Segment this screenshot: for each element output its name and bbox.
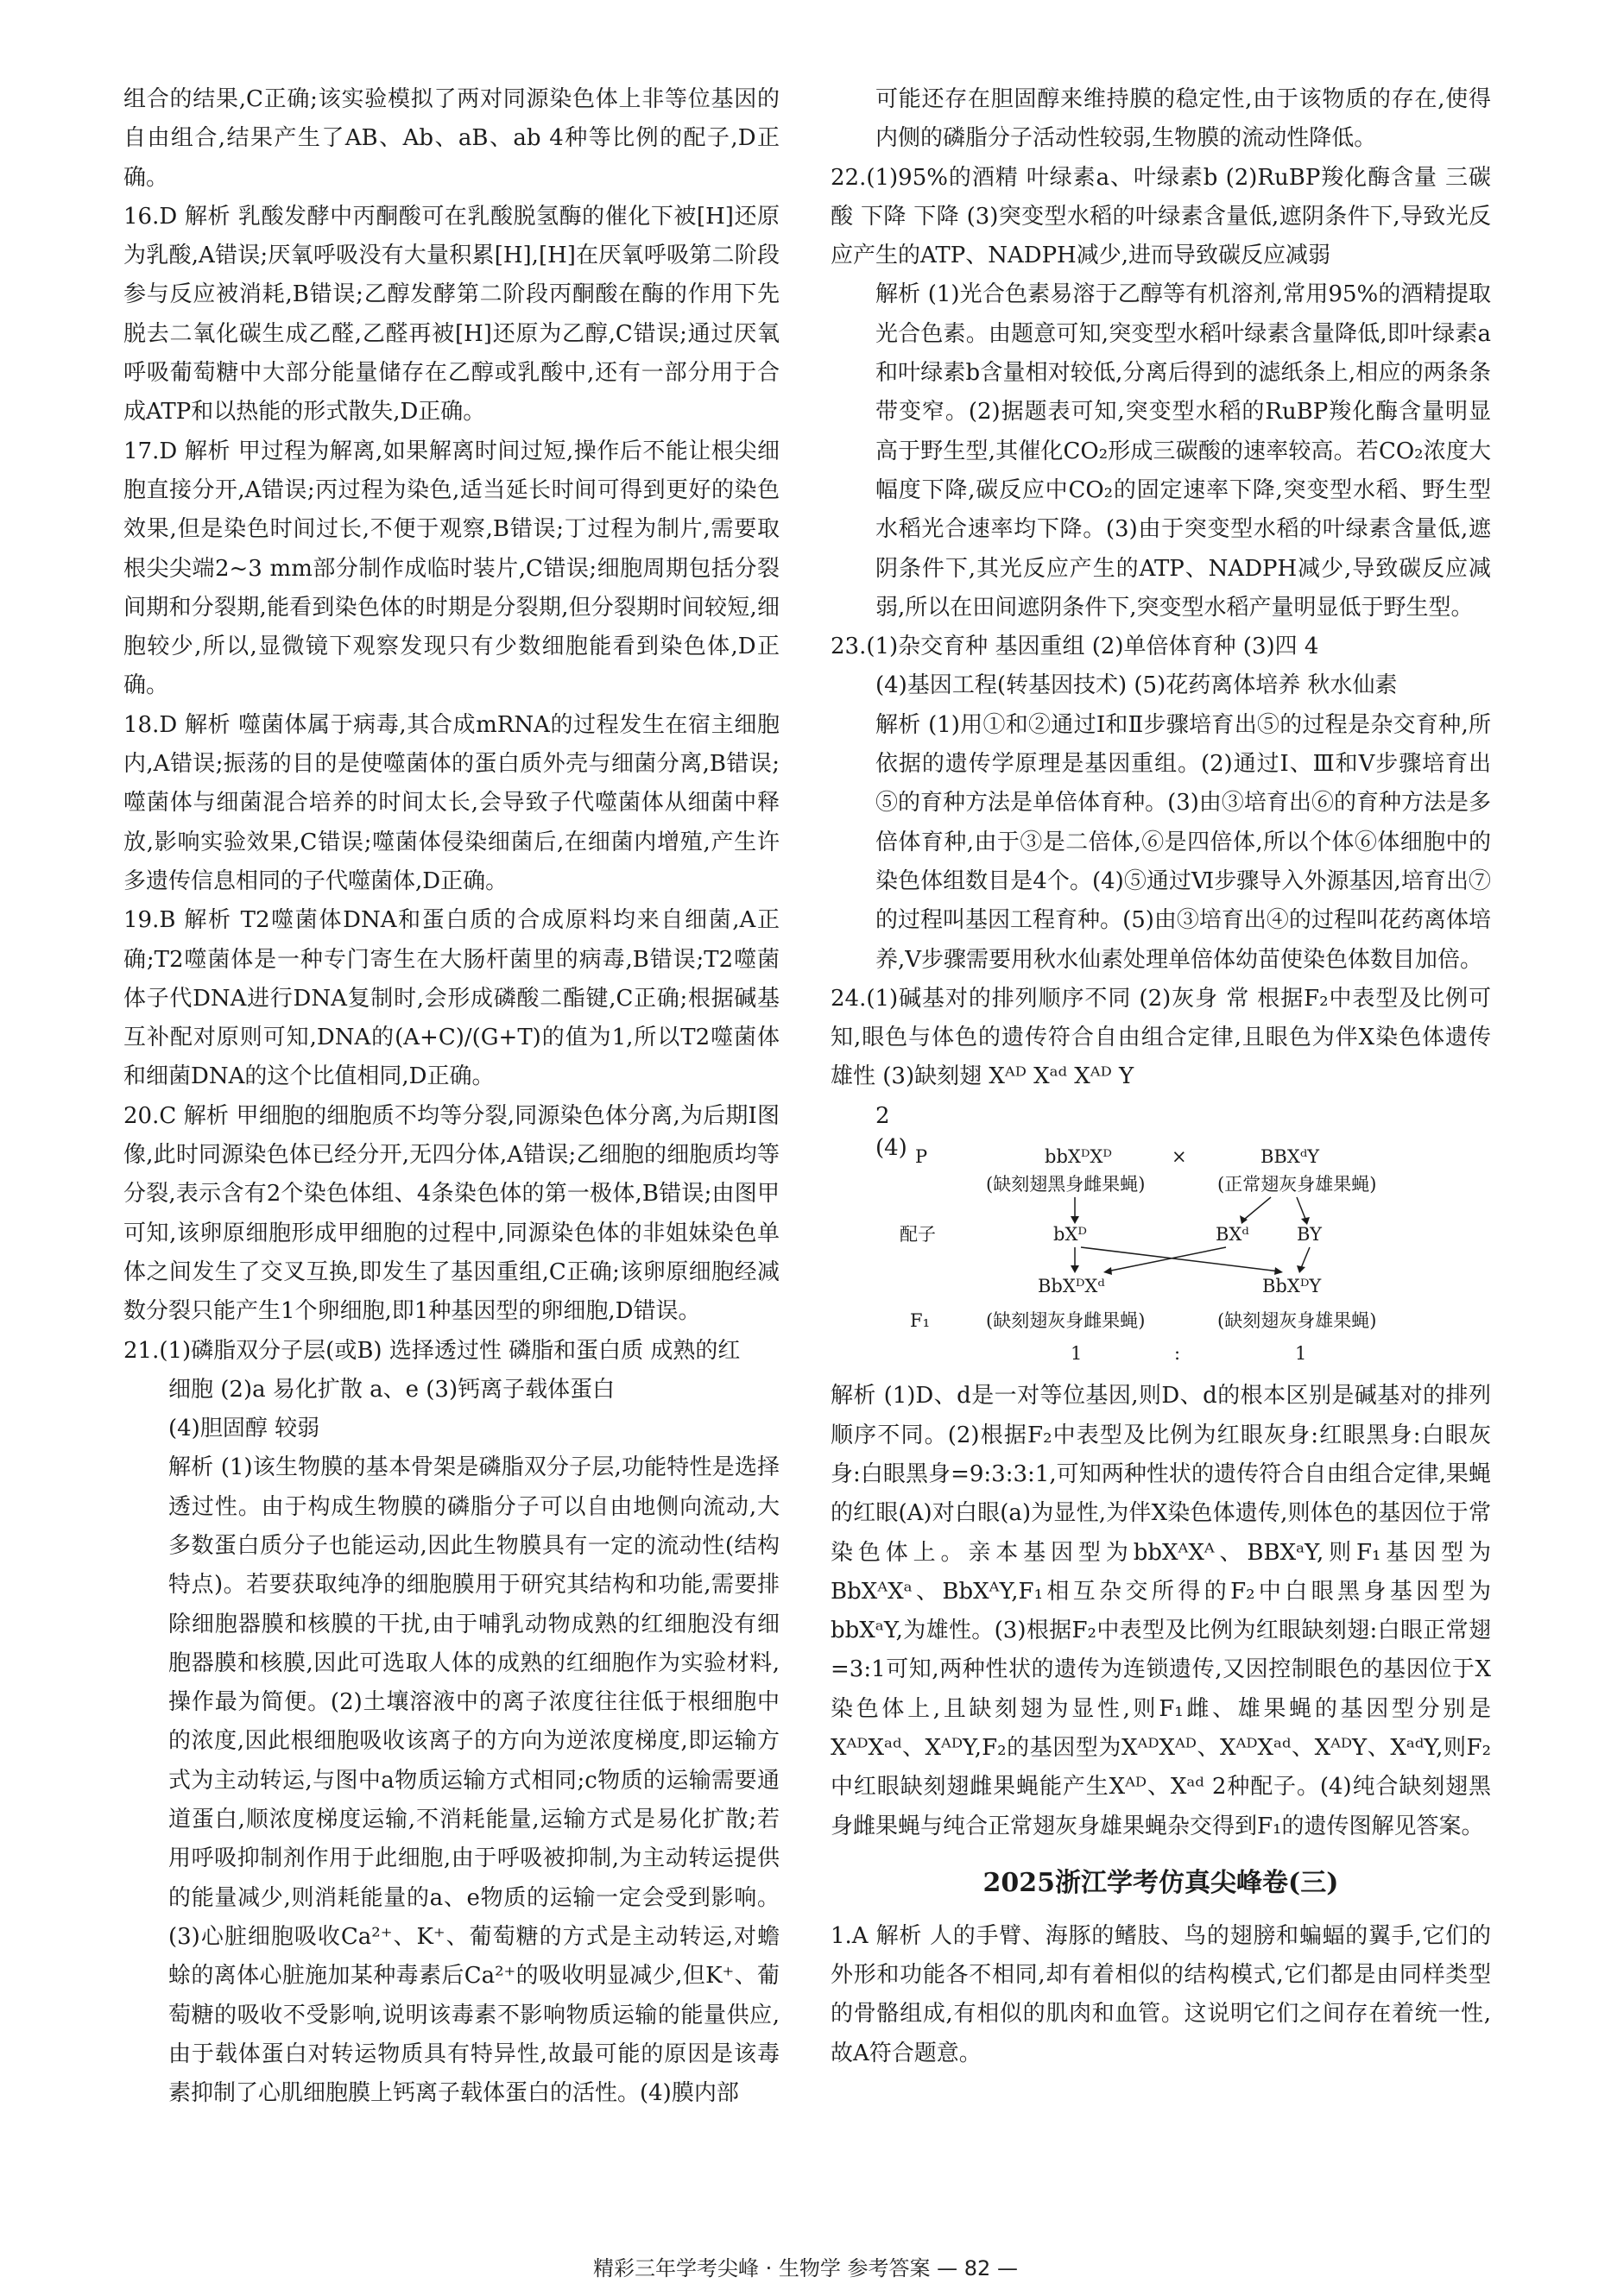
cross-diagram	[831, 1137, 1491, 1377]
answer-24: 24.(1)碱基对的排列顺序不同 (2)灰身 常 根据F₂中表型及比例可知,眼色与体色的遗传符合自由组合定律,且眼色为伴X染色体遗传 雄性 (3)缺刻翅 Xᴬᴰ Xᵃᵈ Xᴬᴰ Y	[831, 985, 1491, 1090]
arrow-head	[1240, 1215, 1248, 1224]
arrow-head	[1071, 1265, 1079, 1273]
explanation-21-continuation: 可能还存在胆固醇来维持膜的稳定性,由于该物质的存在,使得内侧的磷脂分子活动性较弱,生物膜的流动性降低。	[875, 86, 1491, 152]
answer-20: 20.C 解析 甲细胞的细胞质不均等分裂,同源染色体分离,为后期Ⅰ图像,此时同源染色体已经分开,无四分体,A错误;乙细胞的细胞质均等分裂,表示含有2个染色体组、4条染色体的第一极体,B错误;由图甲可知,该卵原细胞形成甲细胞的过程中,同源染色体的非姐妹染色单体之间发生了交叉互换,即发生了基因重组,C正确;该卵原细胞经减数分裂只能产生1个卵细胞,即1种基因型的卵细胞,D错误。	[123, 1102, 780, 1325]
answer-18: 18.D 解析 噬菌体属于病毒,其合成mRNA的过程发生在宿主细胞内,A错误;振荡的目的是使噬菌体的蛋白质外壳与细菌分离,B错误;噬菌体与细菌混合培养的时间太长,会导致子代噬菌体从细菌中释放,影响实验效果,C错误;噬菌体侵染细菌后,在细菌内增殖,产生许多遗传信息相同的子代噬菌体,D正确。	[123, 711, 780, 894]
cross-diagram-svg	[831, 1137, 1491, 1377]
arrow-head	[1071, 1216, 1079, 1224]
f1-male-genotype: BbXᴰY	[1262, 1276, 1322, 1297]
gamete-3: BY	[1297, 1224, 1322, 1246]
right-column	[831, 80, 1491, 2073]
f1-label: F₁	[910, 1310, 930, 1332]
p-label: P	[915, 1146, 928, 1168]
answer-1: 1.A 解析 人的手臂、海豚的鳍肢、鸟的翅膀和蝙蝠的翼手,它们的外形和功能各不相同,却有着相似的结构模式,它们都是由同样类型的骨骼组成,有相似的肌肉和血管。这说明它们之间存在着统一性,故A符合题意。	[831, 1922, 1491, 2066]
answer-19: 19.B 解析 T2噬菌体DNA和蛋白质的合成原料均来自细菌,A正确;T2噬菌体是一种专门寄生在大肠杆菌里的病毒,B错误;T2噬菌体子代DNA进行DNA复制时,会形成磷酸二酯键,C正确;根据碱基互补配对原则可知,DNA的(A+C)/(G+T)的值为1,所以T2噬菌体和细菌DNA的这个比值相同,D正确。	[123, 907, 780, 1090]
answer-16: 16.D 解析 乳酸发酵中丙酮酸可在乳酸脱氢酶的催化下被[H]还原为乳酸,A错误;厌氧呼吸没有大量积累[H],[H]在厌氧呼吸第二阶段参与反应被消耗,B错误;乙醇发酵第二阶段丙酮酸在酶的作用下先脱去二氧化碳生成乙醛,乙醛再被[H]还原为乙醇,C错误;通过厌氧呼吸葡萄糖中大部分能量储存在乙醇或乳酸中,还有一部分用于合成ATP和以热能的形式散失,D正确。	[123, 203, 780, 426]
answer-17: 17.D 解析 甲过程为解离,如果解离时间过短,操作后不能让根尖细胞直接分开,A错误;丙过程为染色,适当延长时间可得到更好的染色效果,但是染色时间过长,不便于观察,B错误;丁过程为制片,需要取根尖尖端2~3 mm部分制作成临时装片,C错误;细胞周期包括分裂间期和分裂期,能看到染色体的时期是分裂期,但分裂期时间较短,细胞较少,所以,显微镜下观察发现只有少数细胞能看到染色体,D正确。	[123, 438, 780, 699]
gamete-1: bXᴰ	[1053, 1224, 1087, 1246]
ratio-colon: :	[1174, 1343, 1181, 1365]
f1-female-phenotype: (缺刻翅灰身雌果蝇)	[986, 1310, 1146, 1332]
answer-24-part4-label: (4)	[875, 1135, 907, 1162]
answer-21-line3: (4)胆固醇 较弱	[168, 1416, 320, 1442]
gamete-2: BXᵈ	[1216, 1224, 1249, 1246]
answer-21-line1: 21.(1)磷脂双分子层(或B) 选择透过性 磷脂和蛋白质 成熟的红	[123, 1337, 741, 1364]
explanation-22: 解析 (1)光合色素易溶于乙醇等有机溶剂,常用95%的酒精提取光合色素。由题意可知,突变型水稻叶绿素含量降低,即叶绿素a和叶绿素b含量相对较低,分离后得到的滤纸条上,相应的两条条带变窄。(2)据题表可知,突变型水稻的RuBP羧化酶含量明显高于野生型,其催化CO₂形成三碳酸的速率较高。若CO₂浓度大幅度下降,碳反应中CO₂的固定速率下降,突变型水稻、野生型水稻光合速率均下降。(3)由于突变型水稻的叶绿素含量低,遮阴条件下,其光反应产生的ATP、NADPH减少,导致碳反应减弱,所以在田间遮阴条件下,突变型水稻产量明显低于野生型。	[875, 281, 1491, 621]
arrow-head	[1103, 1267, 1112, 1275]
cross-symbol: ×	[1172, 1146, 1187, 1168]
arrow-head	[1274, 1267, 1283, 1275]
p-female-phenotype: (缺刻翅黑身雌果蝇)	[986, 1174, 1146, 1195]
arrow-p-male-1	[1245, 1197, 1271, 1219]
page-footer: 精彩三年学考尖峰 · 生物学 参考答案 — 82 —	[593, 2256, 1018, 2280]
ratio-left: 1	[1071, 1343, 1083, 1365]
arrow-head	[1297, 1265, 1305, 1273]
answer-23-line2: (4)基因工程(转基因技术) (5)花药离体培养 秋水仙素	[875, 672, 1398, 699]
answer-23-line1: 23.(1)杂交育种 基因重组 (2)单倍体育种 (3)四 4	[831, 634, 1319, 660]
explanation-21: 解析 (1)该生物膜的基本骨架是磷脂双分子层,功能特性是选择透过性。由于构成生物膜的磷脂分子可以自由地侧向流动,大多数蛋白质分子也能运动,因此生物膜具有一定的流动性(结构特点)。若要获取纯净的细胞膜用于研究其结构和功能,需要排除细胞器膜和核膜的干扰,由于哺乳动物成熟的红细胞没有细胞器膜和核膜,因此可选取人体的成熟的红细胞作为实验材料,操作最为简便。(2)土壤溶液中的离子浓度往往低于根细胞中的浓度,因此根细胞吸收该离子的方向为逆浓度梯度,即运输方式为主动转运,与图中a物质运输方式相同;c物质的运输需要通道蛋白,顺浓度梯度运输,不消耗能量,运输方式是易化扩散;若用呼吸抑制剂作用于此细胞,由于呼吸被抑制,为主动转运提供的能量减少,则消耗能量的a、e物质的运输一定会受到影响。(3)心脏细胞吸收Ca²⁺、K⁺、葡萄糖的方式是主动转运,对蟾蜍的离体心脏施加某种毒素后Ca²⁺的吸收明显减少,但K⁺、葡萄糖的吸收不受影响,说明该毒素不影响物质运输的能量供应,由于载体蛋白对转运物质具有特异性,故最可能的原因是该毒素抑制了心肌细胞膜上钙离子载体蛋白的活性。(4)膜内部	[168, 1454, 780, 2107]
ratio-right: 1	[1295, 1343, 1307, 1365]
p-male-phenotype: (正常翅灰身雄果蝇)	[1217, 1174, 1377, 1195]
f1-female-genotype: BbXᴰXᵈ	[1038, 1276, 1105, 1297]
arrow-p-male-2	[1297, 1197, 1305, 1219]
gamete-label: 配子	[900, 1224, 936, 1246]
p-male-genotype: BBXᵈY	[1260, 1146, 1320, 1168]
line-g2-f1female	[1107, 1247, 1226, 1271]
explanation-23: 解析 (1)用①和②通过Ⅰ和Ⅱ步骤培育出⑤的过程是杂交育种,所依据的遗传学原理是基因重组。(2)通过Ⅰ、Ⅲ和Ⅴ步骤培育出⑤的育种方法是单倍体育种。(3)由③培育出⑥的育种方法是多倍体育种,由于③是二倍体,⑥是四倍体,所以个体⑥体细胞中的染色体组数目是4个。(4)⑤通过Ⅵ步骤导入外源基因,培育出⑦的过程叫基因工程育种。(5)由③培育出④的过程叫花药离体培养,Ⅴ步骤需要用秋水仙素处理单倍体幼苗使染色体数目加倍。	[875, 711, 1491, 973]
line-g3-f1male	[1301, 1247, 1310, 1268]
answer-22: 22.(1)95%的酒精 叶绿素a、叶绿素b (2)RuBP羧化酶含量 三碳酸 下降 下降 (3)突变型水稻的叶绿素含量低,遮阴条件下,导致光反应产生的ATP、NADPH减少,进而导致碳反应减弱	[831, 164, 1491, 269]
answer-21-line2: 细胞 (2)a 易化扩散 a、e (3)钙离子载体蛋白	[168, 1376, 616, 1403]
q15-continuation: 组合的结果,C正确;该实验模拟了两对同源染色体上非等位基因的自由组合,结果产生了AB、Ab、aB、ab 4种等比例的配子,D正确。	[123, 86, 780, 191]
section-title: 2025浙江学考仿真尖峰卷(三)	[982, 1867, 1339, 1898]
explanation-24: 解析 (1)D、d是一对等位基因,则D、d的根本区别是碱基对的排列顺序不同。(2)根据F₂中表型及比例为红眼灰身:红眼黑身:白眼灰身:白眼黑身=9:3:3:1,可知两种性状的遗传符合自由组合定律,果蝇的红眼(A)对白眼(a)为显性,为伴X染色体遗传,则体色的基因位于常染色体上。亲本基因型为bbXᴬXᴬ、BBXᵃY,则F₁基因型为BbXᴬXᵃ、BbXᴬY,F₁相互杂交所得的F₂中白眼黑身基因型为bbXᵃY,为雄性。(3)根据F₂中表型及比例为红眼缺刻翅:白眼正常翅=3:1可知,两种性状的遗传为连锁遗传,又因控制眼色的基因位于X染色体上,且缺刻翅为显性,则F₁雌、雄果蝇的基因型分别是XᴬᴰXᵃᵈ、XᴬᴰY,F₂的基因型为XᴬᴰXᴬᴰ、XᴬᴰXᵃᵈ、XᴬᴰY、XᵃᵈY,则F₂中红眼缺刻翅雌果蝇能产生Xᴬᴰ、Xᵃᵈ 2种配子。(4)纯合缺刻翅黑身雌果蝇与纯合正常翅灰身雄果蝇杂交得到F₁的遗传图解见答案。	[831, 1383, 1491, 1839]
p-female-genotype: bbXᴰXᴰ	[1045, 1146, 1112, 1168]
answer-24-fraction: 2	[875, 1102, 890, 1129]
f1-male-phenotype: (缺刻翅灰身雄果蝇)	[1217, 1310, 1377, 1332]
left-column	[123, 80, 780, 2113]
